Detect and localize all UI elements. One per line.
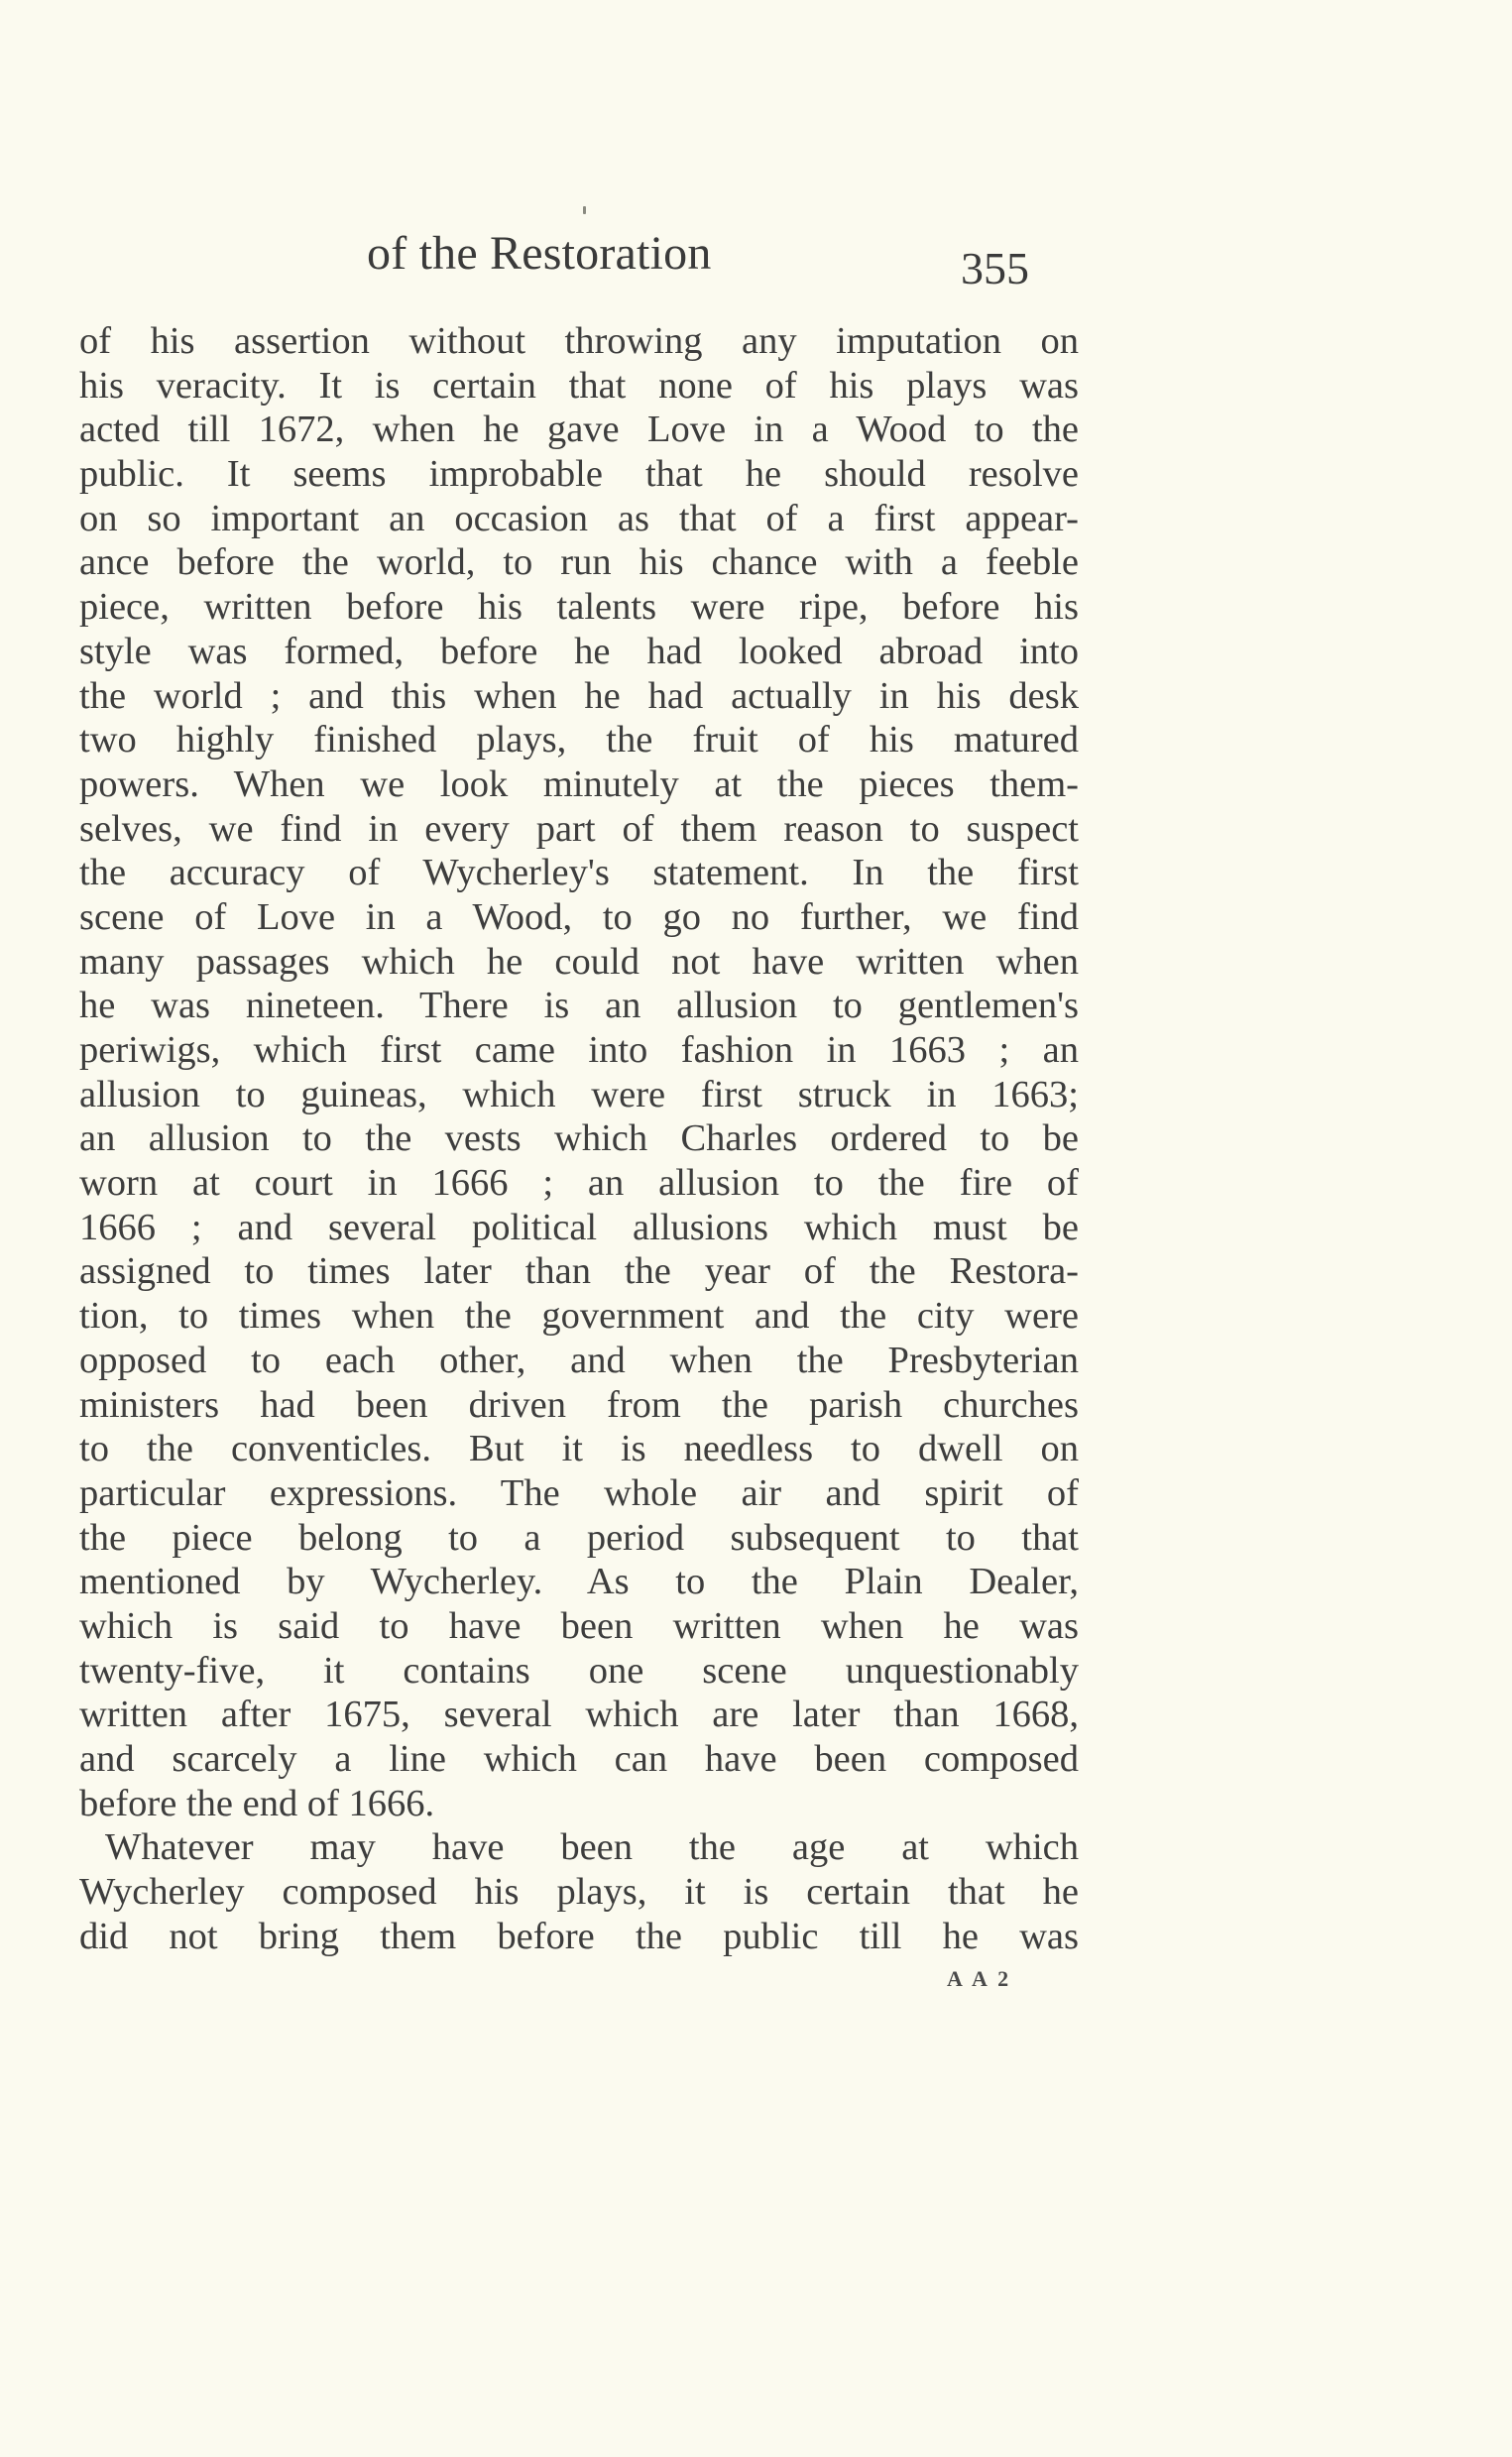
text-line: acted till 1672, when he gave Love in a Wood to the [79,409,1079,451]
text-line: ance before the world, to run his chance with a feeble [79,541,1079,584]
text-line: worn at court in 1666 ; an allusion to the fire of [79,1162,1079,1205]
text-line: mentioned by Wycherley. As to the Plain Dealer, [79,1561,1079,1603]
text-line: an allusion to the vests which Charles ordered to be [79,1117,1079,1160]
text-line: style was formed, before he had looked abroad into [79,630,1079,672]
text-line: ministers had been driven from the parish churches [79,1383,1079,1426]
text-line: to the conventicles. But it is needless to dwell on [79,1428,1079,1470]
page-number: 355 [961,243,1029,293]
print-speck [583,206,586,214]
text-line: which is said to have been written when he was [79,1604,1079,1647]
text-line: and scarcely a line which can have been composed [79,1738,1079,1780]
text-line: of his assertion without throwing any imputation on [79,320,1079,362]
text-line: the accuracy of Wycherley's statement. In the first [79,852,1079,894]
paragraph-start-line: Whatever may have been the age at which [105,1826,1079,1869]
body-text [79,319,1079,1958]
text-line: piece, written before his talents were ripe, before his [79,586,1079,629]
text-line: allusion to guineas, which were first struck in 1663; [79,1073,1079,1115]
text-line: selves, we find in every part of them reason to suspect [79,807,1079,850]
paragraph-end-line: before the end of 1666. [79,1782,435,1824]
text-line: two highly finished plays, the fruit of his matured [79,719,1079,761]
text-line: his veracity. It is certain that none of his plays was [79,364,1079,407]
text-line: public. It seems improbable that he should resolve [79,453,1079,496]
text-line: periwigs, which first came into fashion in 1663 ; an [79,1029,1079,1071]
signature-mark: A A 2 [947,1966,1012,1991]
text-line: the world ; and this when he had actually in his desk [79,674,1079,717]
text-line: particular expressions. The whole air and spirit of [79,1471,1079,1514]
text-line: many passages which he could not have written when [79,940,1079,983]
text-line: written after 1675, several which are later than 1668, [79,1694,1079,1736]
text-line: he was nineteen. There is an allusion to gentlemen's [79,985,1079,1027]
running-title: of the Restoration [367,227,712,280]
text-line: 1666 ; and several political allusions which must be [79,1206,1079,1248]
text-line: assigned to times later than the year of the Restora- [79,1250,1079,1293]
text-line: the piece belong to a period subsequent to that [79,1516,1079,1559]
text-line: Wycherley composed his plays, it is certain that he [79,1871,1079,1914]
text-line: did not bring them before the public till he was [79,1915,1079,1957]
text-line: powers. When we look minutely at the pieces them- [79,762,1079,805]
text-line: scene of Love in a Wood, to go no further, we find [79,895,1079,938]
text-line: twenty-five, it contains one scene unquestionably [79,1649,1079,1692]
text-line: tion, to times when the government and the city were [79,1295,1079,1338]
text-line: on so important an occasion as that of a first appear- [79,497,1079,539]
text-line: opposed to each other, and when the Presbyterian [79,1339,1079,1381]
